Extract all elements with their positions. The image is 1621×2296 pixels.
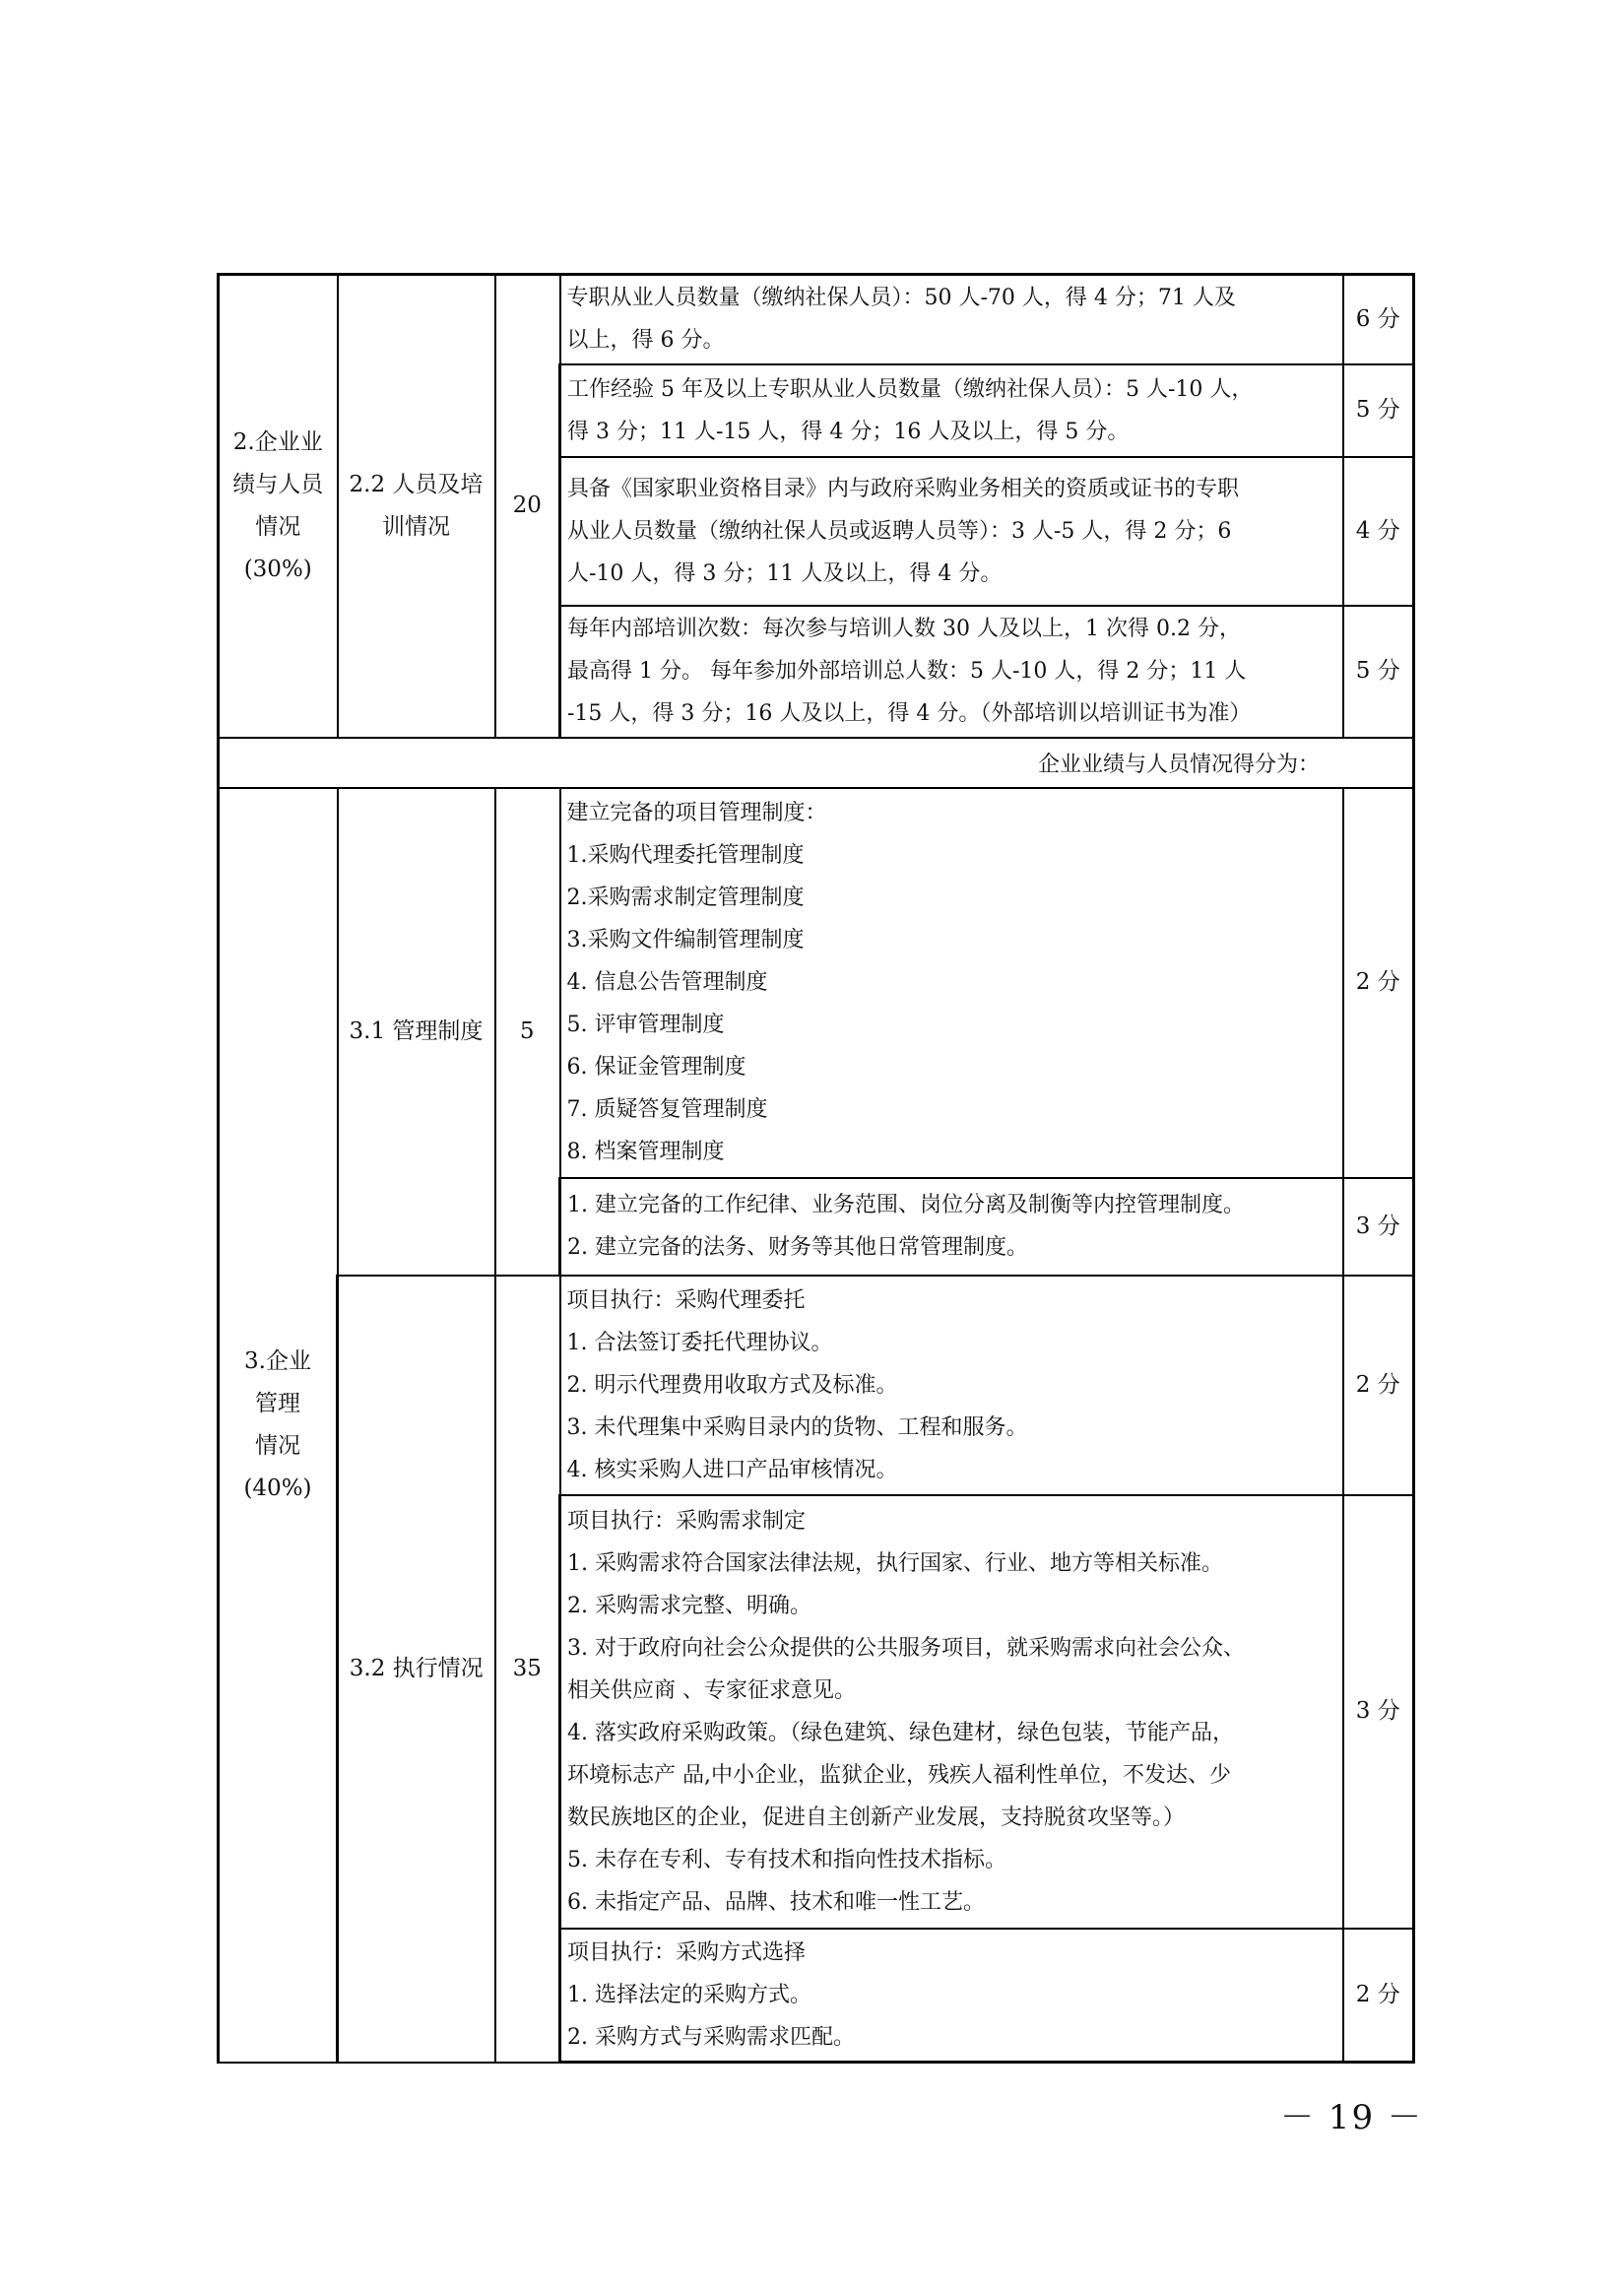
criteria-cell: 项目执行：采购代理委托 1. 合法签订委托代理协议。 2. 明示代理费用收取方式及标准。 3. 未代理集中采购目录内的货物、工程和服务。 4. 核实采购人进口产品审核情况。	[560, 1276, 1343, 1495]
score-cell: 5 分	[1343, 606, 1414, 738]
score-cell: 2 分	[1343, 1276, 1414, 1495]
item-cell: 3.2 执行情况	[338, 1276, 495, 2063]
criteria-cell: 工作经验 5 年及以上专职从业人员数量（缴纳社保人员）：5 人-10 人， 得 3 分；11 人-15 人，得 4 分；16 人及以上，得 5 分。	[560, 364, 1343, 457]
subtotal-label: 企业业绩与人员情况得分为：	[219, 738, 1414, 788]
score-cell: 5 分	[1343, 364, 1414, 457]
table-row	[219, 788, 1414, 1178]
criteria-cell: 每年内部培训次数：每次参与培训人数 30 人及以上，1 次得 0.2 分， 最高得 1 分。 每年参加外部培训总人数：5 人-10 人，得 2 分；11 人 -15 人，得 3 分；16 人及以上，得 4 分。（外部培训以培训证书为准）	[560, 606, 1343, 738]
table-row	[219, 275, 1414, 364]
criteria-cell: 1. 建立完备的工作纪律、业务范围、岗位分离及制衡等内控管理制度。 2. 建立完备的法务、财务等其他日常管理制度。	[560, 1178, 1343, 1276]
page-number: － 19 －	[1280, 2098, 1423, 2137]
score-cell: 2 分	[1343, 1929, 1414, 2063]
criteria-cell: 项目执行：采购方式选择 1. 选择法定的采购方式。 2. 采购方式与采购需求匹配。	[560, 1929, 1343, 2063]
score-cell: 3 分	[1343, 1495, 1414, 1929]
points-cell: 5	[495, 788, 560, 1276]
item-cell: 3.1 管理制度	[338, 788, 495, 1276]
category-cell: 3.企业 管理 情况 (40%)	[219, 788, 338, 2063]
criteria-cell: 具备《国家职业资格目录》内与政府采购业务相关的资质或证书的专职 从业人员数量（缴纳社保人员或返聘人员等）：3 人-5 人，得 2 分；6 人-10 人，得 3 分；11 人及以上，得 4 分。	[560, 457, 1343, 606]
points-cell: 35	[495, 1276, 560, 2063]
subtotal-row	[219, 738, 1414, 788]
criteria-cell: 建立完备的项目管理制度： 1.采购代理委托管理制度 2.采购需求制定管理制度 3.采购文件编制管理制度 4. 信息公告管理制度 5. 评审管理制度 6. 保证金管理制度 7. 质疑答复管理制度 8. 档案管理制度	[560, 788, 1343, 1178]
score-cell: 6 分	[1343, 275, 1414, 364]
criteria-cell: 专职从业人员数量（缴纳社保人员）：50 人-70 人，得 4 分；71 人及 以上，得 6 分。	[560, 275, 1343, 364]
table-row	[219, 1276, 1414, 1495]
points-cell: 20	[495, 275, 560, 738]
criteria-cell: 项目执行：采购需求制定 1. 采购需求符合国家法律法规，执行国家、行业、地方等相关标准。 2. 采购需求完整、明确。 3. 对于政府向社会公众提供的公共服务项目，就采购需求向社会公众、 相关供应商 、专家征求意见。 4. 落实政府采购政策。（绿色建筑、绿色建材，绿色包装，节能产品， 环境标志产 品,中小企业，监狱企业，残疾人福利性单位，不发达、少 数民族地区的企业，促进自主创新产业发展，支持脱贫攻坚等。） 5. 未存在专利、专有技术和指向性技术指标。 6. 未指定产品、品牌、技术和唯一性工艺。	[560, 1495, 1343, 1929]
scoring-table	[217, 273, 1415, 2064]
score-cell: 4 分	[1343, 457, 1414, 606]
item-cell: 2.2 人员及培 训情况	[338, 275, 495, 738]
score-cell: 2 分	[1343, 788, 1414, 1178]
score-cell: 3 分	[1343, 1178, 1414, 1276]
category-cell: 2.企业业 绩与人员 情况 (30%)	[219, 275, 338, 738]
